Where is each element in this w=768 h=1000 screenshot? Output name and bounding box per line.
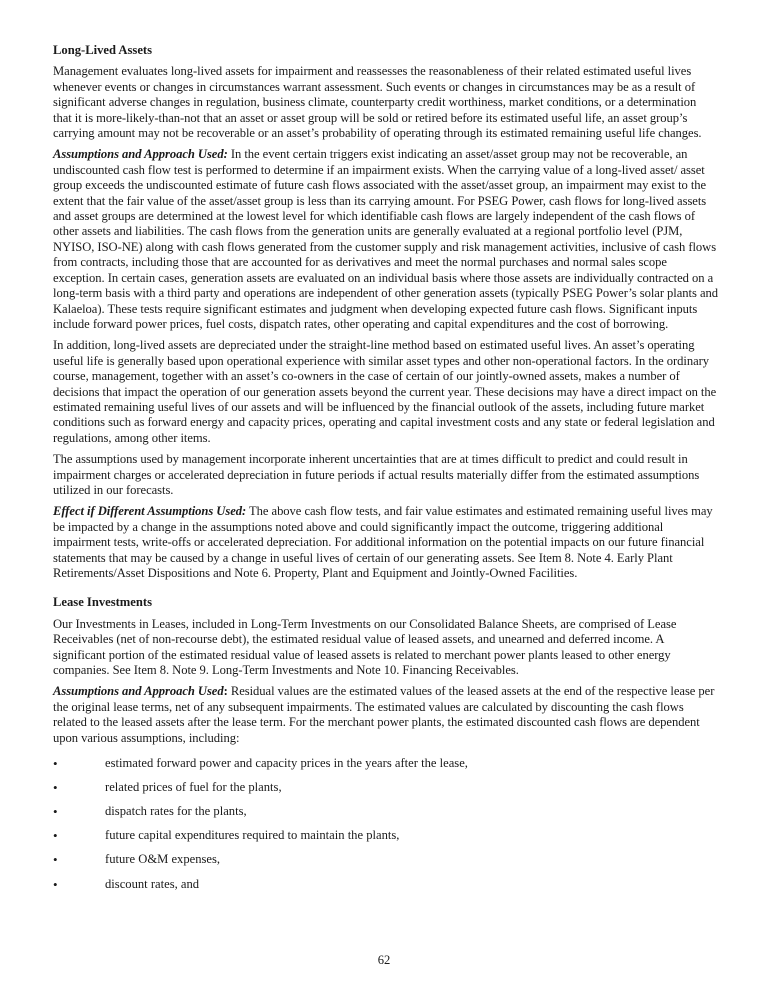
bullet-text: related prices of fuel for the plants,: [105, 780, 282, 795]
bullet-icon: •: [53, 780, 58, 796]
effect-paragraph: [53, 504, 718, 581]
section-heading-lease-investments: Lease Investments: [53, 595, 152, 610]
assumptions-lead-label: Assumptions and Approach Used:: [53, 147, 228, 162]
effect-lead-label: Effect if Different Assumptions Used:: [53, 504, 247, 519]
bullet-item: [53, 828, 718, 843]
bullet-text: future capital expenditures required to maintain the plants,: [105, 828, 400, 843]
effect-body-text: The above cash flow tests, and fair value estimates and estimated remaining useful lives may be impacted by a change in the assumptions noted above and could significantly impact the outcome, triggering additional impairment tests, write-offs or accelerated depreciation. For additional information on the potential impacts on our future financial statements that may be caused by a change in useful lives of certain of our generating assets. See Item 8. Note 4. Early Plant Retirements/Asset Dispositions and Note 6. Property, Plant and Equipment and Jointly-Owned Facilities.: [53, 504, 713, 580]
bullet-item: [53, 756, 718, 771]
lease-assumptions-paragraph: [53, 684, 718, 746]
assumptions-body-text: In the event certain triggers exist indicating an asset/asset group may not be recoverable, an undiscounted cash flow test is performed to determine if an impairment exists. When the carrying value of a long-lived asset/ asset group exceeds the undiscounted estimate of future cash flows associated with the asset/asset group, an impairment may exist to the extent that the fair value of the asset/asset group is less than its carrying amount. For PSEG Power, cash flows for long-lived assets and asset groups are determined at the lowest level for which identifiable cash flows are largely independent of the cash flows of other assets and liabilities. The cash flows from the generation units are generally evaluated at a regional portfolio level (PJM, NYISO, ISO-NE) along with cash flows generated from the customer supply and risk management activities, inclusive of cash flows from contracts, including those that are accounted for as derivatives and meet the normal purchases and normal sales scope exception. In certain cases, generation assets are evaluated on an individual basis where those assets are individually contracted on a long-term basis with a third party and operations are independent of other generation assets (typically PSEG Power’s solar plants and Kalaeloa). These tests require significant estimates and judgment when developing expected future cash flows. Significant inputs include forward power prices, fuel costs, dispatch rates, other operating and capital expenditures and the cost of borrowing.: [53, 147, 718, 331]
long-lived-intro-paragraph: Management evaluates long-lived assets for impairment and reassesses the reasonableness of their related estimated useful lives whenever events or changes in circumstances warrant assessment. Such events or changes in circumstances may be as a result of significant adverse changes in regulation, business climate, counterparty credit worthiness, market conditions, or a determination that it is more-likely-than-not that an asset or asset group will be sold or retired before its estimated useful life, an asset group’s carrying amount may not be recoverable or an asset’s probability of operating through its estimated remaining useful life changes.: [53, 64, 702, 141]
bullet-text: discount rates, and: [105, 876, 200, 891]
bullet-icon: •: [53, 828, 58, 844]
bullet-icon: •: [53, 876, 58, 892]
lease-intro-paragraph: Our Investments in Leases, included in Long-Term Investments on our Consolidated Balance Sheets, are comprised of Lease Receivables (net of non-recourse debt), the estimated residual value of leased assets, and unearned and deferred income. A significant portion of the estimated residual value of leased assets is related to merchant power plants leased to other energy companies. See Item 8. Note 9. Long-Term Investments and Note 10. Financing Receivables.: [53, 616, 677, 678]
assumptions-bullet-list: [53, 756, 718, 892]
lease-assumptions-colon: :: [223, 684, 228, 699]
bullet-item: [53, 804, 718, 819]
section-heading-long-lived-assets: Long-Lived Assets: [53, 43, 153, 57]
long-lived-assumptions-paragraph: [53, 147, 718, 332]
bullet-item: [53, 877, 718, 892]
bullet-icon: •: [53, 852, 58, 868]
lease-assumptions-lead-label: Assumptions and Approach Used: [53, 684, 224, 699]
bullet-text: dispatch rates for the plants,: [105, 804, 247, 819]
bullet-icon: •: [53, 756, 58, 772]
section-spacer: [53, 587, 718, 595]
bullet-item: [53, 852, 718, 867]
bullet-icon: •: [53, 804, 58, 820]
bullet-text: future O&M expenses,: [105, 852, 221, 867]
lease-assumptions-body-text: Residual values are the estimated values of the leased assets at the end of the respective lease per the original lease terms, net of any subsequent impairments. The estimated values are calculated by discounting the cash flows related to the leased assets after the lease term. For the merchant power plants, the estimated discounted cash flows are dependent upon various assumptions, including:: [53, 684, 715, 745]
bullet-text: estimated forward power and capacity prices in the years after the lease,: [105, 756, 468, 771]
uncertainty-paragraph: The assumptions used by management incorporate inherent uncertainties that are at times difficult to predict and could result in impairment charges or accelerated depreciation in future periods if actual results materially differ from the estimated assumptions utilized in our forecasts.: [53, 452, 700, 497]
bullet-item: [53, 780, 718, 795]
page-number: 62: [377, 953, 391, 967]
document-page: [53, 43, 718, 901]
depreciation-paragraph: In addition, long-lived assets are depreciated under the straight-line method based on estimated useful lives. An asset’s operating useful life is generally based upon operational experience with similar asset types and other non-operational factors. In the ordinary course, management, together with an asset’s co-owners in the case of certain of our jointly-owned assets, makes a number of decisions that impact the operation of our generation assets beyond the current year. These decisions may have a direct impact on the estimated remaining useful lives of our assets and will be influenced by the financial outlook of the assets, including future market conditions such as forward energy and capacity prices, operating and capital investment costs and any state or federal legislation and regulations, among other items.: [53, 338, 717, 445]
